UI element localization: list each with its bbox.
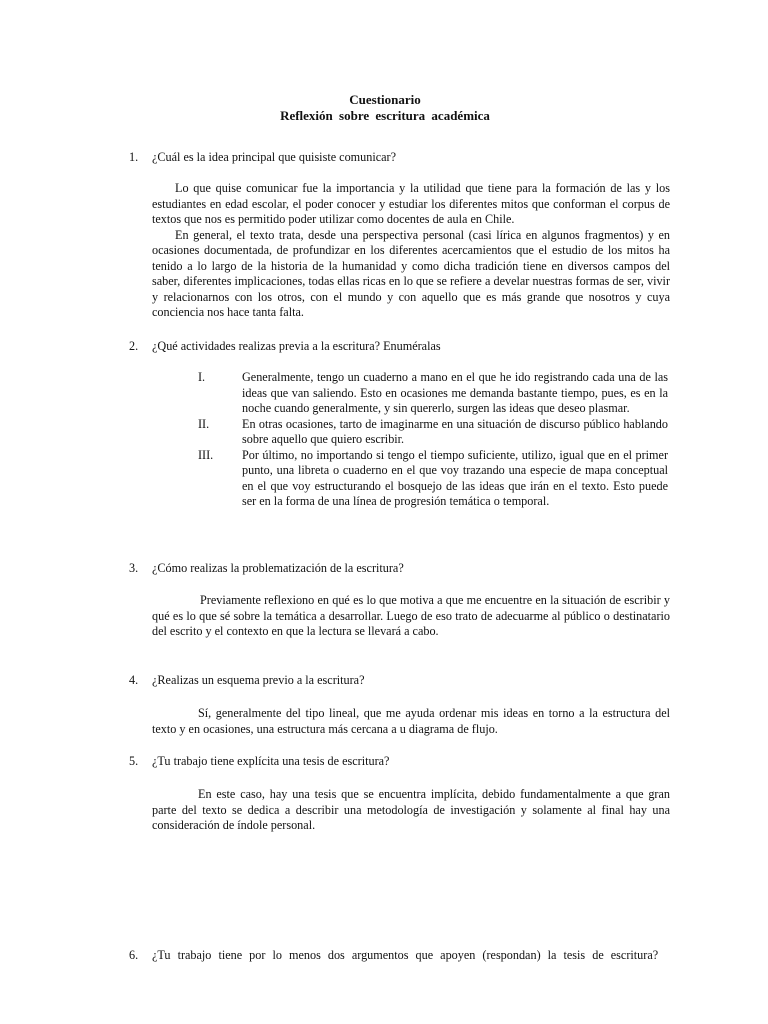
- question-number: 2.: [129, 339, 139, 353]
- question-1: [129, 150, 669, 166]
- answer-5: [152, 787, 670, 834]
- question-6: [129, 948, 669, 964]
- answer-1: [152, 181, 670, 321]
- document-header: [0, 92, 768, 124]
- list-item-numeral: II.: [198, 416, 210, 431]
- question-number: 6.: [129, 948, 139, 962]
- question-2: [129, 339, 669, 355]
- question-text: ¿Tu trabajo tiene por lo menos dos argumentos que apoyen (respondan) la tesis de escritura?: [152, 948, 659, 962]
- answer-4: [152, 706, 670, 737]
- question-text: ¿Cuál es la idea principal que quisiste comunicar?: [152, 150, 396, 164]
- question-text: ¿Tu trabajo tiene explícita una tesis de escritura?: [152, 754, 390, 768]
- question-4: [129, 673, 669, 689]
- answer-paragraph: Sí, generalmente del tipo lineal, que me ayuda ordenar mis ideas en torno a la estructura del texto y en ocasiones, una estructura más cercana a u diagrama de flujo.: [152, 706, 670, 736]
- question-number: 4.: [129, 673, 139, 687]
- question-text: ¿Cómo realizas la problematización de la escritura?: [152, 561, 404, 575]
- answer-paragraph: En este caso, hay una tesis que se encuentra implícita, debido fundamentalmente a que gran parte del texto se dedica a describir una metodología de investigación y solamente al final hay una consideración de índole personal.: [152, 787, 670, 832]
- list-item: [198, 448, 668, 510]
- answer-paragraph: Lo que quise comunicar fue la importancia y la utilidad que tiene para la formación de las y los estudiantes en edad escolar, el poder conocer y estudiar los diferentes mitos que conforman el corpus de textos que nos es permitido poder utilizar como docentes de aula en Chile.: [152, 181, 670, 226]
- document-title: Cuestionario: [349, 92, 421, 107]
- question-text: ¿Realizas un esquema previo a la escritura?: [152, 673, 365, 687]
- question-number: 1.: [129, 150, 139, 164]
- question-number: 5.: [129, 754, 139, 768]
- list-item-numeral: I.: [198, 370, 206, 384]
- list-item-text: En otras ocasiones, tarto de imaginarme en una situación de discurso público hablando sobre aquello que quiero escribir.: [242, 416, 668, 446]
- activity-list: [198, 370, 668, 510]
- list-item-numeral: III.: [198, 447, 214, 462]
- list-item: [198, 417, 668, 448]
- answer-paragraph: Previamente reflexiono en qué es lo que motiva a que me encuentre en la situación de escribir y qué es lo que sé sobre la temática a desarrollar. Luego de eso trato de adecuarme al público o destinatario del escrito y el contexto en que la lectura se llevará a cabo.: [152, 593, 670, 638]
- list-item-text: Por último, no importando si tengo el tiempo suficiente, utilizo, igual que en el primer punto, una libreta o cuaderno en el que voy trazando una especie de mapa conceptual en el que voy estructurando el bosquejo de las ideas que irán en el texto. Esto puede ser en la forma de una línea de progresión temática o temporal.: [242, 447, 668, 508]
- question-5: [129, 754, 669, 770]
- question-text: ¿Qué actividades realizas previa a la escritura? Enuméralas: [152, 339, 441, 353]
- answer-paragraph: En general, el texto trata, desde una perspectiva personal (casi lírica en algunos fragmentos) y en ocasiones documentada, de profundizar en los diferentes acercamientos que el estudio de los mitos ha tenido a lo largo de la historia de la humanidad y como dicha tradición tiene en diversos campos del saber, diferentes implicaciones, todas ellas ricas en lo que se refiere a develar nuestras formas de ser, vivir y relacionarnos con los otros, con el mundo y con aquello que es más grande que nosotros y cuya conciencia nos hace tanta falta.: [152, 227, 670, 319]
- list-item-text: Generalmente, tengo un cuaderno a mano en el que he ido registrando cada una de las ideas que van saliendo. Esto en ocasiones me demanda bastante tiempo, pues, es en la noche cuando generalmente, y sin quererlo, surgen las ideas que deseo plasmar.: [242, 370, 668, 415]
- question-number: 3.: [129, 561, 139, 575]
- question-3: [129, 561, 669, 577]
- answer-3: [152, 593, 670, 640]
- list-item: [198, 370, 668, 417]
- document-subtitle: Reflexión sobre escritura académica: [280, 108, 490, 123]
